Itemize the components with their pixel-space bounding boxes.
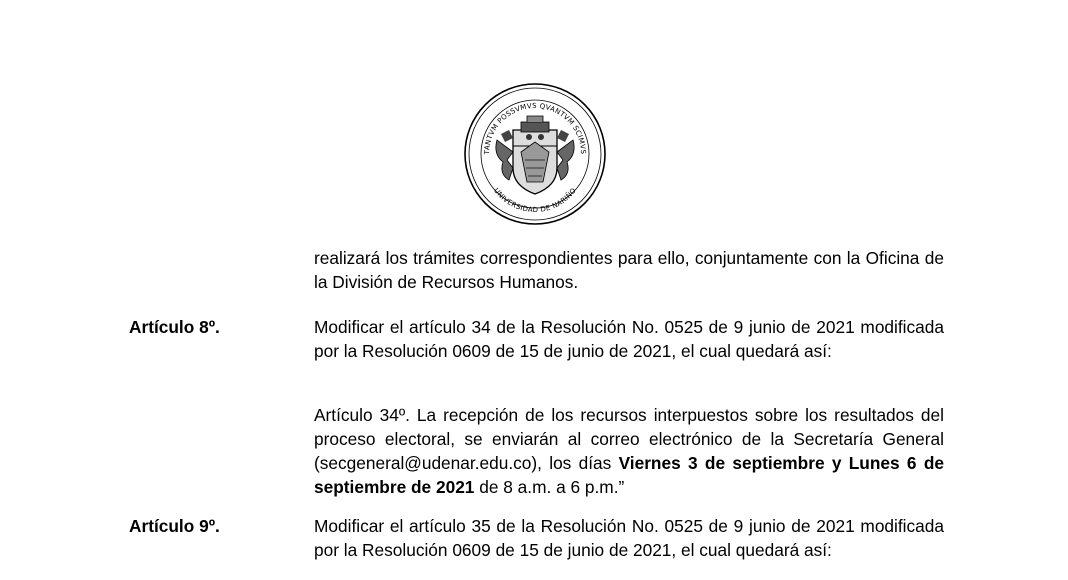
quote-text-after: de 8 a.m. a 6 p.m.” — [474, 477, 625, 497]
quote-dates: Viernes 3 de septiembre y Lunes 6 de septiembre de 2021 — [314, 453, 945, 497]
intro-paragraph: realizará los trámites correspondientes para ello, conjuntamente con la Oficina de la División de Recursos Humanos. — [314, 248, 944, 292]
seal-name: UNIVERSIDAD DE NARIÑO — [492, 186, 578, 215]
article-34-quote — [314, 403, 944, 499]
article-9-label: Artículo 9º. — [129, 516, 220, 536]
seal-motto: TANTVM POSSVMVS QVANTVM SCIMVS — [482, 101, 588, 155]
article-8-text: Modificar el artículo 34 de la Resolución No. 0525 de 9 junio de 2021 modificada por la Resolución 0609 de 15 de junio de 2021, el cual quedará así: — [314, 317, 944, 361]
article-8-label: Artículo 8º. — [129, 317, 220, 337]
article-9-text: Modificar el artículo 35 de la Resolución No. 0525 de 9 junio de 2021 modificada por la Resolución 0609 de 15 de junio de 2021, el cual quedará así: — [314, 516, 944, 560]
university-seal — [463, 82, 607, 226]
quote-text-before: Artículo 34º. La recepción de los recursos interpuestos sobre los resultados del proceso electoral, se enviarán al correo electrónico de la Secretaría General (secgeneral@udenar.edu.co), los días — [314, 405, 944, 473]
